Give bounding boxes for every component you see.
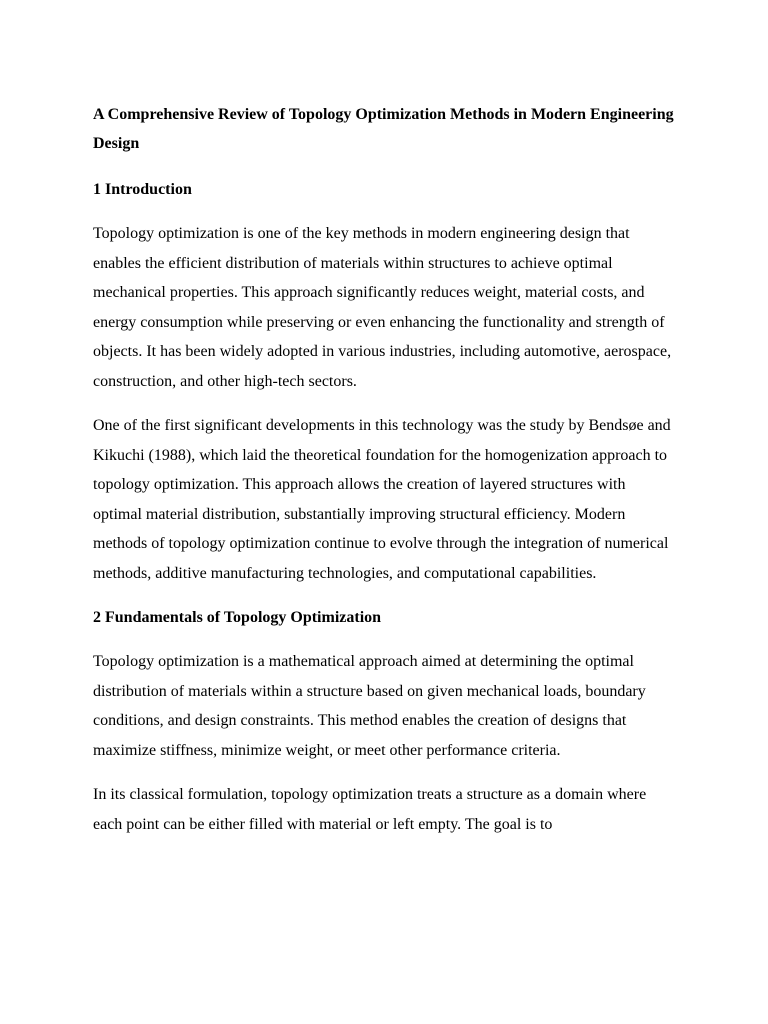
section-heading-introduction: 1 Introduction: [93, 181, 192, 198]
paragraph: One of the first significant developments in this technology was the study by Bendsøe and Kikuchi (1988), which laid the theoretical foundation for the homogenization approach to topology optimization. This approach allows the creation of layered structures with optimal material distribution, substantially improving structural efficiency. Modern methods of topology optimization continue to evolve through the integration of numerical methods, additive manufacturing technologies, and computational capabilities.: [93, 417, 671, 582]
paragraph: Topology optimization is a mathematical approach aimed at determining the optimal distribution of materials within a structure based on given mechanical loads, boundary conditions, and design constraints. This method enables the creation of designs that maximize stiffness, minimize weight, or meet other performance criteria.: [93, 653, 646, 759]
document-title: A Comprehensive Review of Topology Optimization Methods in Modern Engineering Design: [93, 106, 674, 152]
document-page: [93, 100, 678, 854]
section-heading-fundamentals: 2 Fundamentals of Topology Optimization: [93, 609, 382, 626]
paragraph: Topology optimization is one of the key methods in modern engineering design that enables the efficient distribution of materials within structures to achieve optimal mechanical properties. This approach significantly reduces weight, material costs, and energy consumption while preserving or even enhancing the functionality and strength of objects. It has been widely adopted in various industries, including automotive, aerospace, construction, and other high-tech sectors.: [93, 225, 672, 390]
paragraph: In its classical formulation, topology optimization treats a structure as a domain where each point can be either filled with material or left empty. The goal is to: [93, 786, 647, 833]
